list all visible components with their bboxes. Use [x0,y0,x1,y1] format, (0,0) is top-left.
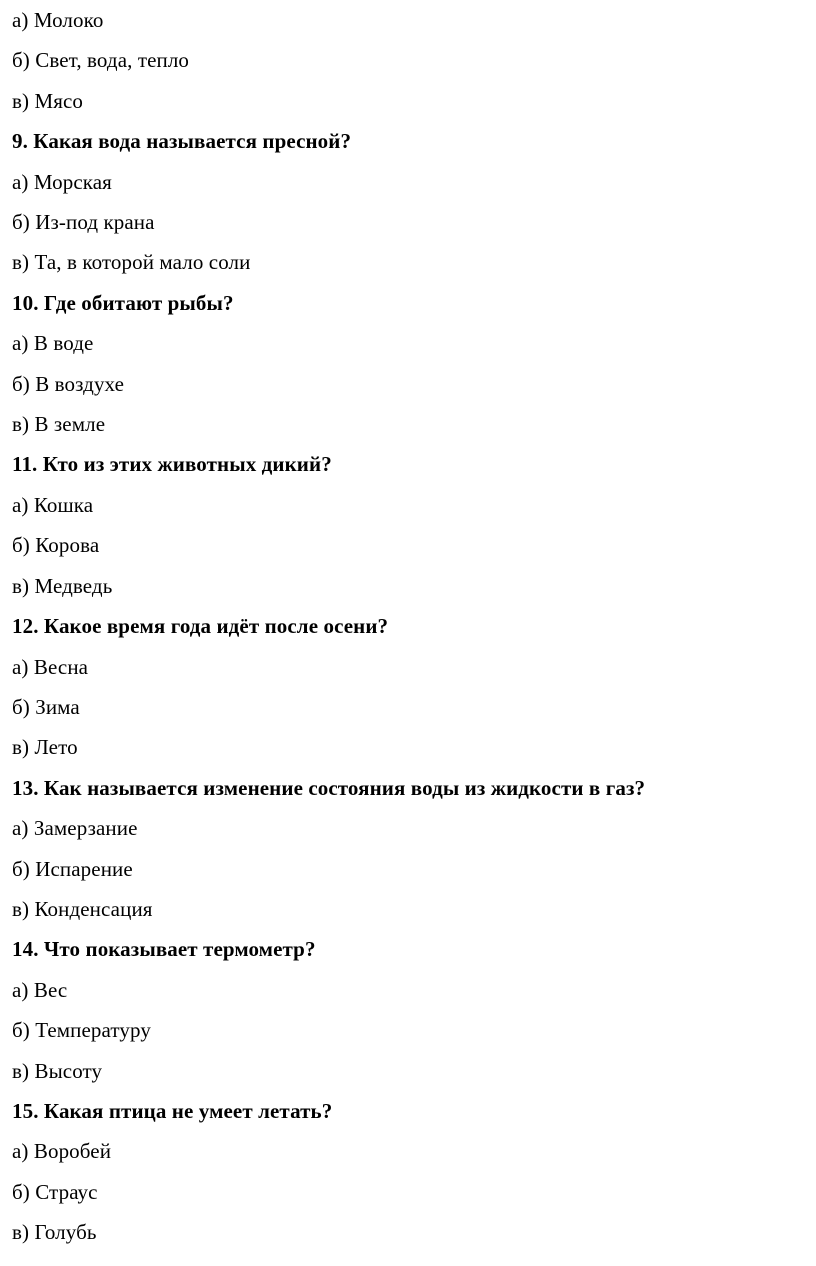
quiz-answer-option: а) В воде [12,331,94,356]
quiz-answer-option: а) Морская [12,169,112,194]
quiz-question: 9. Какая вода называется пресной? [12,129,352,154]
quiz-answer-option: а) Воробей [12,1139,112,1164]
quiz-question: 13. Как называется изменение состояния воды из жидкости в газ? [12,775,646,800]
quiz-answer-option: б) В воздухе [12,371,125,396]
quiz-answer-option: в) Конденсация [12,896,153,921]
quiz-answer-option: в) Высоту [12,1058,103,1083]
quiz-question: 12. Какое время года идёт после осени? [12,614,389,639]
quiz-answer-option: б) Из-под крана [12,210,155,235]
quiz-answer-option: в) Медведь [12,573,113,598]
quiz-answer-option: б) Свет, вода, тепло [12,48,190,73]
quiz-question: 10. Где обитают рыбы? [12,290,234,315]
quiz-question: 11. Кто из этих животных дикий? [12,452,332,477]
quiz-question: 15. Какая птица не умеет летать? [12,1098,333,1123]
quiz-answer-option: в) В земле [12,412,106,437]
quiz-answer-option: б) Зима [12,694,80,719]
quiz-body [12,0,802,1253]
quiz-answer-option: в) Голубь [12,1220,97,1245]
quiz-answer-option: б) Температуру [12,1018,151,1043]
quiz-answer-option: а) Замерзание [12,816,138,841]
quiz-answer-option: в) Лето [12,735,78,760]
quiz-answer-option: а) Весна [12,654,89,679]
quiz-answer-option: а) Молоко [12,8,104,32]
quiz-answer-option: в) Та, в которой мало соли [12,250,251,275]
quiz-question: 14. Что показывает термометр? [12,937,316,962]
quiz-answer-option: б) Испарение [12,856,133,881]
quiz-answer-option: б) Страус [12,1179,98,1204]
quiz-answer-option: а) Вес [12,977,68,1002]
quiz-answer-option: в) Мясо [12,88,84,113]
quiz-answer-option: б) Корова [12,533,100,558]
quiz-answer-option: а) Кошка [12,492,94,517]
